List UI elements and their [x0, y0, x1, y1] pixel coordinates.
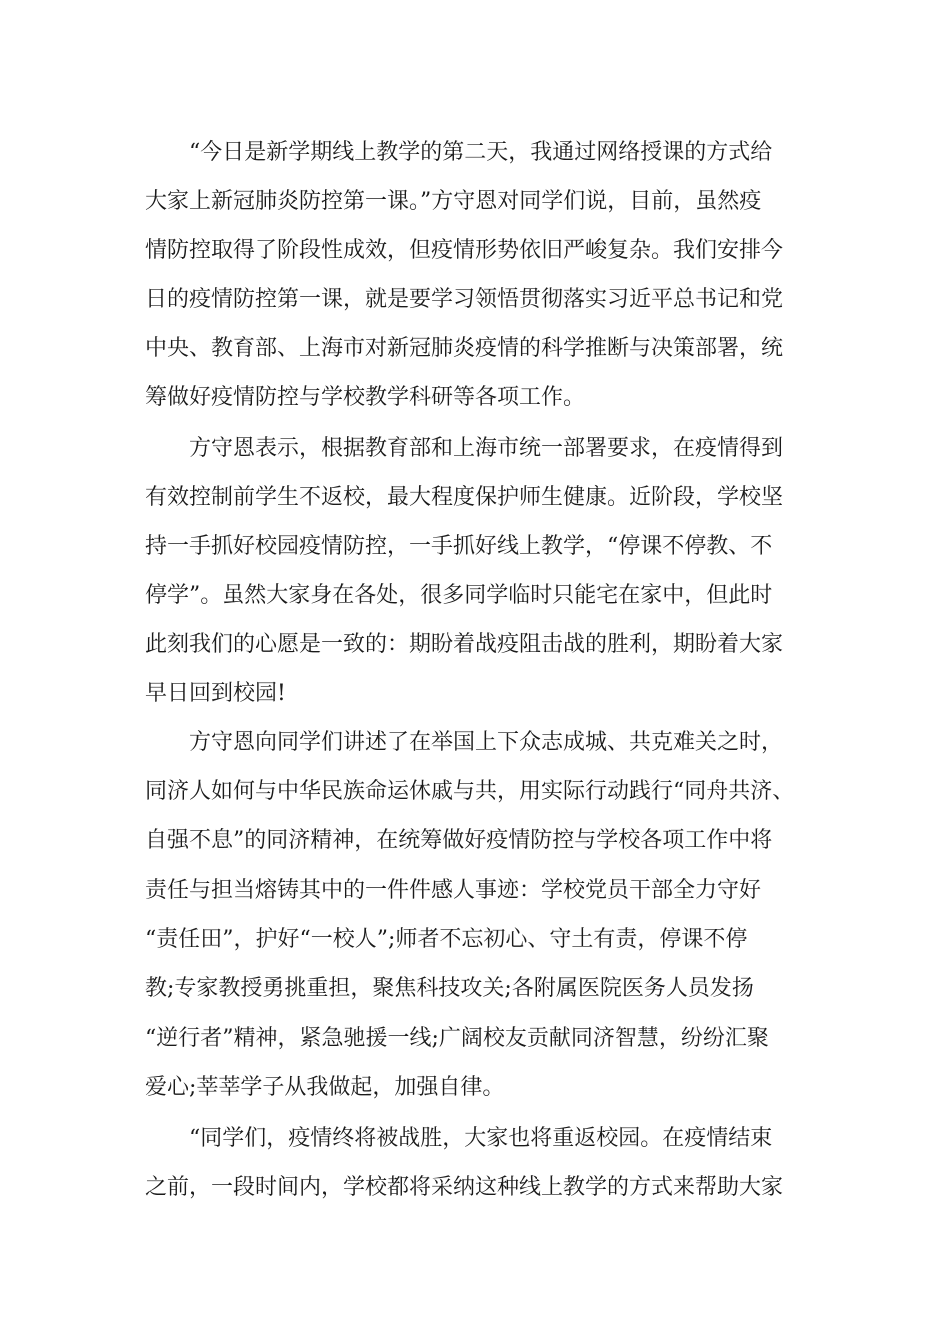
text-line: 自强不息”的同济精神，在统筹做好疫情防控与学校各项工作中将 [145, 828, 773, 853]
text-line: 停学”。虽然大家身在各处，很多同学临时只能宅在家中，但此时 [145, 583, 773, 608]
text-line: 此刻我们的心愿是一致的：期盼着战疫阻击战的胜利，期盼着大家 [145, 632, 784, 657]
text-line: 方守恩表示，根据教育部和上海市统一部署要求，在疫情得到 [145, 436, 784, 461]
text-line: 日的疫情防控第一课，就是要学习领悟贯彻落实习近平总书记和党 [145, 287, 784, 312]
text-line: 情防控取得了阶段性成效，但疫情形势依旧严峻复杂。我们安排今 [145, 238, 784, 263]
text-line: 责任与担当熔铸其中的一件件感人事迹：学校党员干部全力守好 [145, 878, 762, 903]
text-line: 筹做好疫情防控与学校教学科研等各项工作。 [145, 385, 586, 410]
text-line: 爱心;莘莘学子从我做起，加强自律。 [145, 1075, 505, 1100]
text-line: “今日是新学期线上教学的第二天，我通过网络授课的方式给 [145, 140, 773, 165]
text-line: 同济人如何与中华民族命运休戚与共，用实际行动践行“同舟共济、 [145, 779, 795, 804]
text-line: 大家上新冠肺炎防控第一课。”方守恩对同学们说，目前，虽然疫 [145, 189, 762, 214]
text-line: “逆行者”精神，紧急驰援一线;广阔校友贡献同济智慧，纷纷汇聚 [145, 1026, 769, 1051]
text-line: 教;专家教授勇挑重担，聚焦科技攻关;各附属医院医务人员发扬 [145, 976, 754, 1001]
text-line: 早日回到校园! [145, 681, 286, 706]
text-line: 之前，一段时间内，学校都将采纳这种线上教学的方式来帮助大家 [145, 1175, 784, 1200]
text-line: 有效控制前学生不返校，最大程度保护师生健康。近阶段，学校坚 [145, 485, 784, 510]
text-line: 中央、教育部、上海市对新冠肺炎疫情的科学推断与决策部署，统 [145, 336, 784, 361]
text-line: “责任田”，护好“一校人”;师者不忘初心、守土有责，停课不停 [145, 927, 748, 952]
text-line: 持一手抓好校园疫情防控，一手抓好线上教学，“停课不停教、不 [145, 534, 773, 559]
text-line: 方守恩向同学们讲述了在举国上下众志成城、共克难关之时， [145, 730, 784, 755]
text-line: “同学们，疫情终将被战胜，大家也将重返校园。在疫情结束 [145, 1126, 773, 1151]
